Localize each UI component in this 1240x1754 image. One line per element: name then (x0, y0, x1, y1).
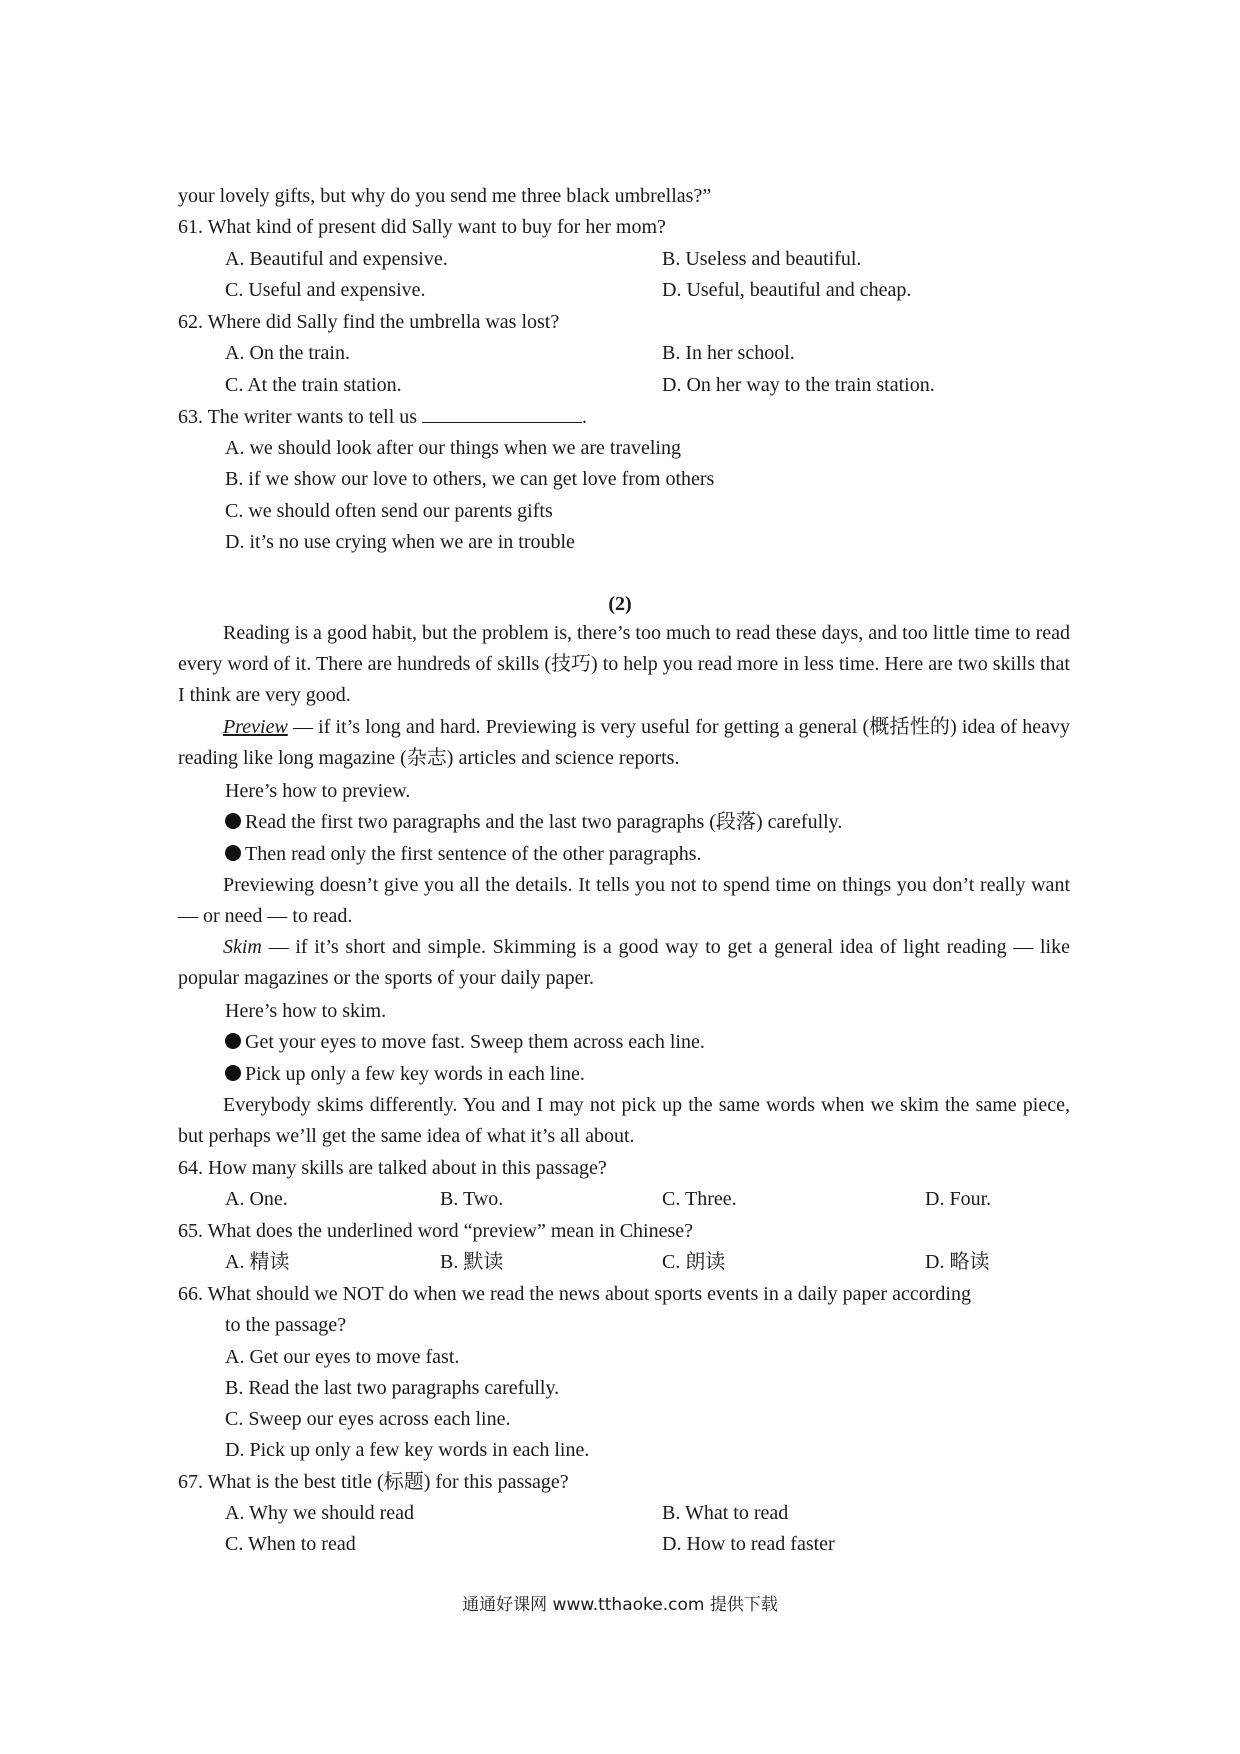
question-number: 64. (178, 1157, 203, 1179)
passage-paragraph-1: Reading is a good habit, but the problem is, there’s too much to read these days, and too little time to read every word of it. There are hundreds of skills (技巧) to help you read more in less time. Here are two skills that I think are very good. (178, 622, 1070, 706)
passage-paragraph-7: Everybody skims differently. You and I may not pick up the same words when we skim the same piece, but perhaps we’ll get the same idea of what it’s all about. (178, 1094, 1070, 1147)
q61-option-d: D. Useful, beautiful and cheap. (662, 279, 912, 301)
bullet-text: Then read only the first sentence of the other paragraphs. (245, 843, 702, 865)
question-61 (178, 215, 666, 239)
intro-line: your lovely gifts, but why do you send me three black umbrellas?” (178, 185, 712, 207)
paragraph-text: — if it’s short and simple. Skimming is a good way to get a general idea of light reading — like popular magazines or the sports of your daily paper. (178, 936, 1070, 989)
q64-option-d: D. Four. (925, 1188, 992, 1210)
question-67 (178, 1470, 569, 1494)
passage-paragraph-2 (178, 712, 1070, 774)
question-text: What kind of present did Sally want to buy for her mom? (207, 216, 666, 238)
question-number: 62. (178, 311, 203, 333)
q64-option-b: B. Two. (440, 1188, 504, 1210)
q62-option-a: A. On the train. (225, 342, 350, 364)
q63-option-d: D. it’s no use crying when we are in trouble (225, 531, 575, 553)
question-62 (178, 310, 559, 334)
q66-option-c: C. Sweep our eyes across each line. (225, 1408, 511, 1430)
question-number: 63. (178, 406, 203, 428)
question-text-end: . (582, 406, 588, 428)
footer-credit: 通通好课网 www.tthaoke.com 提供下载 (462, 1595, 778, 1615)
question-text: Where did Sally find the umbrella was lost? (207, 311, 560, 333)
skim-word: Skim (223, 936, 262, 958)
q62-option-b: B. In her school. (662, 342, 795, 364)
preview-word: Preview (223, 716, 288, 738)
passage-paragraph-4: Previewing doesn’t give you all the details. It tells you not to spend time on things you don’t really want — or need — to read. (178, 874, 1070, 927)
bullet-text: Pick up only a few key words in each line. (245, 1063, 585, 1085)
q61-option-a: A. Beautiful and expensive. (225, 248, 448, 270)
q65-option-d: D. 略读 (925, 1251, 990, 1273)
q64-option-a: A. One. (225, 1188, 288, 1210)
q62-option-d: D. On her way to the train station. (662, 374, 935, 396)
bullet-item-4 (225, 1062, 585, 1086)
question-65 (178, 1219, 693, 1243)
answer-blank (422, 404, 582, 423)
question-text: What does the underlined word “preview” mean in Chinese? (207, 1220, 694, 1242)
bullet-item-2 (225, 842, 701, 866)
q66-option-d: D. Pick up only a few key words in each line. (225, 1439, 590, 1461)
q65-option-c: C. 朗读 (662, 1251, 726, 1273)
q67-option-b: B. What to read (662, 1502, 789, 1524)
q66-option-a: A. Get our eyes to move fast. (225, 1346, 460, 1368)
q63-option-b: B. if we show our love to others, we can get love from others (225, 468, 715, 490)
question-66-continued: to the passage? (225, 1314, 347, 1336)
bullet-text: Get your eyes to move fast. Sweep them across each line. (245, 1031, 705, 1053)
q66-option-b: B. Read the last two paragraphs carefully. (225, 1377, 560, 1399)
question-number: 65. (178, 1220, 203, 1242)
q61-option-c: C. Useful and expensive. (225, 279, 426, 301)
question-text: What should we NOT do when we read the news about sports events in a daily paper according (207, 1283, 971, 1305)
q61-option-b: B. Useless and beautiful. (662, 248, 862, 270)
q63-option-c: C. we should often send our parents gifts (225, 500, 553, 522)
q64-option-c: C. Three. (662, 1188, 737, 1210)
question-text: How many skills are talked about in this passage? (208, 1157, 607, 1179)
q65-option-b: B. 默读 (440, 1251, 504, 1273)
question-text: What is the best title (标题) for this passage? (207, 1471, 569, 1493)
bullet-item-3 (225, 1030, 705, 1054)
question-number: 61. (178, 216, 203, 238)
passage-paragraph-3: Here’s how to preview. (225, 780, 411, 802)
paragraph-text: — if it’s long and hard. Previewing is very useful for getting a general (概括性的) idea of heavy reading like long magazine (杂志) articles and science reports. (178, 716, 1070, 769)
bullet-icon (225, 845, 241, 861)
bullet-icon (225, 1065, 241, 1081)
q67-option-c: C. When to read (225, 1533, 356, 1555)
q63-option-a: A. we should look after our things when we are traveling (225, 437, 681, 459)
q62-option-c: C. At the train station. (225, 374, 402, 396)
q67-option-d: D. How to read faster (662, 1533, 835, 1555)
bullet-item-1 (225, 810, 842, 834)
bullet-icon (225, 1033, 241, 1049)
question-63 (178, 404, 587, 429)
passage-paragraph-5 (178, 932, 1070, 994)
q65-option-a: A. 精读 (225, 1251, 290, 1273)
q67-option-a: A. Why we should read (225, 1502, 415, 1524)
section-title: (2) (608, 593, 632, 615)
bullet-text: Read the first two paragraphs and the last two paragraphs (段落) carefully. (245, 811, 843, 833)
bullet-icon (225, 813, 241, 829)
question-number: 66. (178, 1283, 203, 1305)
question-number: 67. (178, 1471, 203, 1493)
question-text: The writer wants to tell us (207, 406, 418, 428)
question-64 (178, 1156, 607, 1180)
question-66 (178, 1282, 971, 1306)
passage-paragraph-6: Here’s how to skim. (225, 1000, 387, 1022)
